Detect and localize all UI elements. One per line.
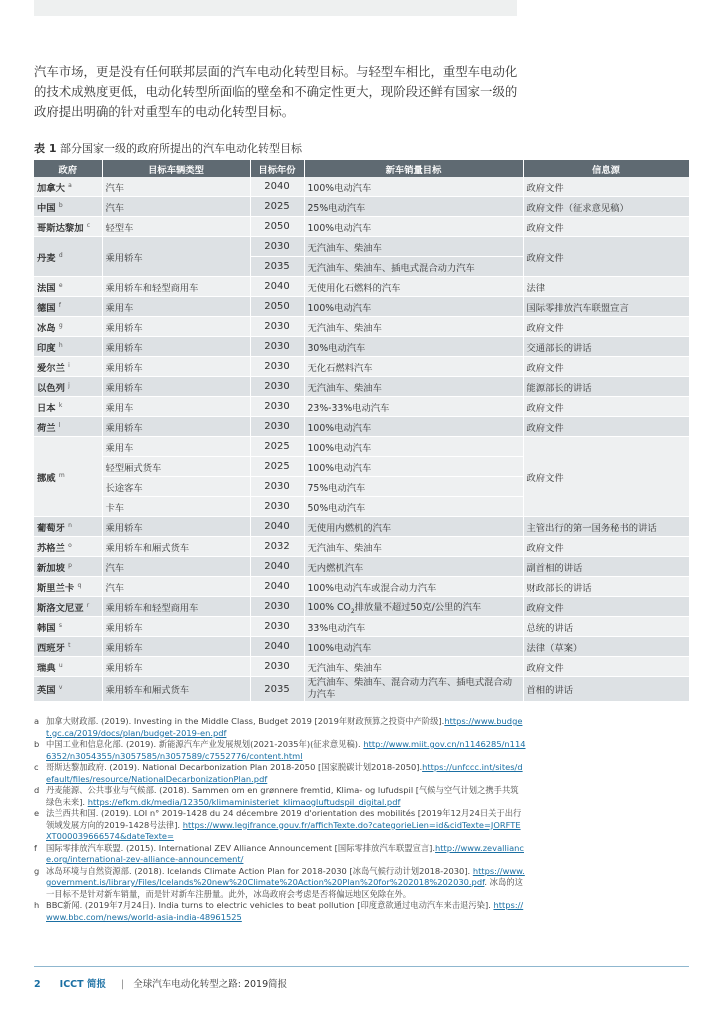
sales-target-cell: 无汽油车、柴油车 <box>304 537 523 557</box>
target-year-cell: 2035 <box>250 677 304 702</box>
table-row <box>34 277 689 297</box>
footnote-item <box>34 762 526 785</box>
government-name: 葡萄牙 <box>37 522 65 534</box>
government-cell <box>34 217 102 237</box>
government-cell <box>34 677 102 702</box>
footer-divider <box>34 966 689 967</box>
source-cell: 国际零排放汽车联盟宣言 <box>523 297 689 317</box>
target-year-cell: 2030 <box>250 377 304 397</box>
vehicle-type-cell: 乘用车 <box>102 397 250 417</box>
footnote-marker: k <box>58 401 63 409</box>
government-cell <box>34 637 102 657</box>
footnote-label: f <box>34 842 37 853</box>
page-number: 2 <box>34 979 41 990</box>
footnote-label: c <box>34 762 39 772</box>
vehicle-type-cell: 长途客车 <box>102 477 250 497</box>
footnote-marker: d <box>58 251 63 259</box>
vehicle-type-cell: 乘用轿车和轻型商用车 <box>102 597 250 617</box>
footnote-citation: 法兰西共和国. (2019). LOI n° 2019-1428 du 24 décembre 2019 d'orientation des mobilités [2019年12月24日关于出行领域发展方向的2019-1428号法律]. <box>46 808 522 830</box>
sales-target-cell: 100%电动汽车 <box>304 177 523 197</box>
sales-target-cell: 无汽油车、柴油车 <box>304 377 523 397</box>
government-name: 丹麦 <box>37 252 56 264</box>
target-text: 排放量不超过50克/公里的汽车 <box>354 601 482 613</box>
footnote-label: g <box>34 865 40 876</box>
footnote-marker: g <box>58 321 63 329</box>
vehicle-type-cell: 乘用轿车 <box>102 357 250 377</box>
table-header-row <box>34 160 689 177</box>
footnote-text <box>46 843 526 866</box>
table-row <box>34 437 689 457</box>
footnote-marker: o <box>68 541 72 549</box>
target-year-cell: 2030 <box>250 497 304 517</box>
footnote-marker: n <box>68 521 72 529</box>
footnote-label: d <box>34 785 40 795</box>
sales-target-cell: 无使用化石燃料的汽车 <box>304 277 523 297</box>
footnote-citation: 丹麦能源、公共事业与气候部. (2018). Sammen om en grønnere fremtid, Klima- og lufudspil [气候与空气计划之携手共筑绿色未来]. <box>46 785 519 807</box>
government-name: 苏格兰 <box>37 542 65 554</box>
government-name: 韩国 <box>37 622 56 634</box>
target-year-cell: 2030 <box>250 237 304 257</box>
sales-target-cell: 100%电动汽车 <box>304 437 523 457</box>
footer-separator: | <box>120 979 125 990</box>
sales-target-cell: 100%电动汽车 <box>304 297 523 317</box>
target-year-cell: 2050 <box>250 297 304 317</box>
table-row <box>34 557 689 577</box>
government-name: 挪威 <box>37 472 56 484</box>
footnote-text <box>46 762 526 785</box>
source-cell: 政府文件 <box>523 317 689 337</box>
footnote-link[interactable]: https://unfccc.int/sites/default/files/resource/NationalDecarbonizationPlan.pdf <box>46 762 523 784</box>
vehicle-type-cell: 乘用轿车 <box>102 517 250 537</box>
vehicle-type-cell: 乘用轿车 <box>102 617 250 637</box>
column-header: 政府 <box>34 160 102 177</box>
vehicle-type-cell: 乘用轿车 <box>102 237 250 277</box>
footer-title: 全球汽车电动化转型之路: 2019简报 <box>133 979 288 990</box>
vehicle-type-cell: 乘用轿车 <box>102 417 250 437</box>
footnote-marker: r <box>86 601 90 609</box>
footnote-link[interactable]: https://www.legifrance.gouv.fr/affichTexte.do?categorieLien=id&cidTexte=JORFTEXT000039666574&dateTexte= <box>46 819 521 841</box>
footnote-text <box>46 900 526 923</box>
footnote-marker: j <box>68 381 70 389</box>
government-name: 西班牙 <box>37 642 65 654</box>
sales-target-cell: 无汽油车、柴油车 <box>304 317 523 337</box>
sales-target-cell: 33%电动汽车 <box>304 617 523 637</box>
target-year-cell: 2030 <box>250 417 304 437</box>
target-year-cell: 2030 <box>250 337 304 357</box>
vehicle-type-cell: 乘用车 <box>102 297 250 317</box>
table-caption <box>34 140 302 156</box>
target-year-cell: 2040 <box>250 557 304 577</box>
footnote-link[interactable]: https://efkm.dk/media/12350/klimaministeriet_klimaogluftudspil_digital.pdf <box>87 796 401 807</box>
brand-label <box>60 979 106 990</box>
government-cell <box>34 577 102 597</box>
government-cell <box>34 617 102 637</box>
table-caption-text: 部分国家一级的政府所提出的汽车电动化转型目标 <box>59 142 302 155</box>
brand-icct: ICCT <box>59 979 84 990</box>
footnote-link[interactable]: https://www.budget.gc.ca/2019/docs/plan/budget-2019-en.pdf <box>46 716 523 738</box>
footnote-link[interactable]: http://www.zevalliance.org/international-zev-alliance-announcement/ <box>46 842 524 864</box>
vehicle-type-cell: 乘用轿车 <box>102 637 250 657</box>
government-name: 日本 <box>37 402 56 414</box>
footnote-link[interactable]: http://www.miit.gov.cn/n1146285/n1146352/n3054355/n3057585/n3057589/c7552776/content.html <box>46 739 526 761</box>
footnote-item <box>34 808 526 843</box>
source-cell: 副首相的讲话 <box>523 557 689 577</box>
sales-target-cell: 100%电动汽车 <box>304 217 523 237</box>
source-cell: 能源部长的讲话 <box>523 377 689 397</box>
target-year-cell: 2030 <box>250 357 304 377</box>
target-year-cell: 2035 <box>250 257 304 277</box>
footnote-marker: h <box>58 341 63 349</box>
vehicle-type-cell: 乘用车 <box>102 437 250 457</box>
footnote-item <box>34 843 526 866</box>
footnote-marker: p <box>68 561 72 569</box>
footnote-marker: q <box>77 581 82 589</box>
footnote-item <box>34 900 526 923</box>
footnote-citation: BBC新闻. (2019年7月24日). India turns to electric vehicles to beat pollution [印度意欲通过电动汽车来击退污染]. <box>46 900 494 910</box>
footnote-item <box>34 716 526 739</box>
sales-target-cell: 100%电动汽车 <box>304 457 523 477</box>
footnote-marker: b <box>58 201 63 209</box>
footnote-label: b <box>34 739 40 749</box>
table-row <box>34 657 689 677</box>
footnote-citation: 加拿大财政部. (2019). Investing in the Middle Class, Budget 2019 [2019年财政预算之投资中产阶级]. <box>46 716 445 726</box>
source-cell: 政府文件 <box>523 537 689 557</box>
footnote-label: h <box>34 900 40 910</box>
footnote-item <box>34 866 526 901</box>
footnote-note: . 冰岛的这一目标不是针对新车销量，而是针对新车注册量。此外，冰岛政府会考虑是否将偏远地区免除在外。 <box>46 877 523 899</box>
government-name: 加拿大 <box>37 182 65 194</box>
footnote-citation: 冰岛环境与自然资源部. (2018). Icelands Climate Action Plan for 2018-2030 [冰岛气候行动计划2018-2030]. <box>46 865 473 876</box>
source-cell: 政府文件 <box>523 357 689 377</box>
footnotes <box>34 716 526 923</box>
sales-target-cell: 无使用内燃机的汽车 <box>304 517 523 537</box>
footnote-marker: s <box>58 621 62 629</box>
government-cell <box>34 297 102 317</box>
brand-briefing: 简报 <box>86 979 106 990</box>
source-cell: 法律（草案） <box>523 637 689 657</box>
footnote-marker: u <box>58 661 63 669</box>
sales-target-cell: 无汽油车、柴油车 <box>304 237 523 257</box>
government-cell <box>34 277 102 297</box>
target-year-cell: 2030 <box>250 477 304 497</box>
government-cell <box>34 397 102 417</box>
government-cell <box>34 317 102 337</box>
target-year-cell: 2040 <box>250 177 304 197</box>
footnote-label: e <box>34 808 40 818</box>
source-cell: 政府文件 <box>523 217 689 237</box>
target-year-cell: 2040 <box>250 277 304 297</box>
table-row <box>34 197 689 217</box>
vehicle-type-cell: 汽车 <box>102 557 250 577</box>
government-name: 以色列 <box>37 382 65 394</box>
table-caption-label: 表 1 <box>34 142 57 155</box>
government-name: 爱尔兰 <box>37 362 65 374</box>
government-name: 瑞典 <box>37 662 56 674</box>
government-name: 斯洛文尼亚 <box>37 602 84 614</box>
footnote-item <box>34 739 526 762</box>
target-year-cell: 2040 <box>250 637 304 657</box>
footnote-marker: l <box>58 421 61 429</box>
footnote-marker: m <box>58 471 65 479</box>
government-name: 德国 <box>37 302 56 314</box>
table-row <box>34 597 689 617</box>
table-row <box>34 517 689 537</box>
source-cell: 政府文件 <box>523 177 689 197</box>
source-cell: 政府文件 <box>523 657 689 677</box>
government-cell <box>34 357 102 377</box>
sales-target-cell: 100%电动汽车 <box>304 417 523 437</box>
top-shaded-box <box>34 0 517 16</box>
vehicle-type-cell: 轻型厢式货车 <box>102 457 250 477</box>
government-cell <box>34 237 102 277</box>
footnote-link[interactable]: https://www.government.is/library/Files/Icelands%20new%20Climate%20Action%20Plan%20for%202018%202030.pdf <box>46 865 525 887</box>
footnote-link[interactable]: https://www.bbc.com/news/world-asia-india-48961525 <box>46 900 524 922</box>
footnote-text <box>46 739 526 762</box>
target-year-cell: 2030 <box>250 657 304 677</box>
government-cell <box>34 417 102 437</box>
government-name: 新加坡 <box>37 562 65 574</box>
government-cell <box>34 197 102 217</box>
footnote-marker: f <box>58 301 61 309</box>
source-cell: 政府文件 <box>523 417 689 437</box>
footnote-citation: 中国工业和信息化部. (2019). 新能源汽车产业发展规划(2021-2035年)(征求意见稿). <box>46 739 364 749</box>
table-row <box>34 377 689 397</box>
footnote-item <box>34 785 526 808</box>
footnote-text <box>46 785 526 808</box>
table-row <box>34 677 689 702</box>
source-cell: 总统的讲话 <box>523 617 689 637</box>
vehicle-type-cell: 乘用轿车 <box>102 657 250 677</box>
subscript: 2 <box>350 607 355 615</box>
sales-target-cell: 100%电动汽车 <box>304 637 523 657</box>
vehicle-type-cell: 乘用轿车 <box>102 377 250 397</box>
column-header: 新车销量目标 <box>304 160 523 177</box>
government-name: 斯里兰卡 <box>37 582 75 594</box>
table-row <box>34 337 689 357</box>
column-header: 目标车辆类型 <box>102 160 250 177</box>
government-cell <box>34 517 102 537</box>
table-row <box>34 637 689 657</box>
target-year-cell: 2025 <box>250 457 304 477</box>
footnote-text <box>46 716 526 739</box>
sales-target-cell <box>304 597 523 617</box>
source-cell: 政府文件 <box>523 397 689 417</box>
source-cell: 交通部长的讲话 <box>523 337 689 357</box>
source-cell: 政府文件 <box>523 237 689 277</box>
government-cell <box>34 597 102 617</box>
sales-target-cell: 30%电动汽车 <box>304 337 523 357</box>
target-year-cell: 2050 <box>250 217 304 237</box>
vehicle-type-cell: 乘用轿车 <box>102 337 250 357</box>
vehicle-type-cell: 乘用轿车 <box>102 317 250 337</box>
target-year-cell: 2040 <box>250 577 304 597</box>
sales-target-cell: 无汽油车、柴油车、插电式混合动力汽车 <box>304 257 523 277</box>
target-year-cell: 2030 <box>250 397 304 417</box>
source-cell: 首相的讲话 <box>523 677 689 702</box>
vehicle-type-cell: 轻型车 <box>102 217 250 237</box>
target-year-cell: 2032 <box>250 537 304 557</box>
table-row <box>34 357 689 377</box>
government-name: 哥斯达黎加 <box>37 222 84 234</box>
target-year-cell: 2025 <box>250 437 304 457</box>
intro-paragraph: 汽车市场，更是没有任何联邦层面的汽车电动化转型目标。与轻型车相比，重型车电动化的技术成熟度更低，电动化转型所面临的壁垒和不确定性更大，现阶段还鲜有国家一级的政府提出明确的针对重型车的电动化转型目标。 <box>34 64 518 119</box>
government-name: 冰岛 <box>37 322 56 334</box>
table-row <box>34 537 689 557</box>
vehicle-type-cell: 乘用轿车和厢式货车 <box>102 677 250 702</box>
column-header: 信息源 <box>523 160 689 177</box>
target-year-cell: 2030 <box>250 617 304 637</box>
page-footer <box>34 976 287 990</box>
government-cell <box>34 177 102 197</box>
footnote-marker: a <box>68 181 72 189</box>
government-cell <box>34 437 102 517</box>
sales-target-cell: 50%电动汽车 <box>304 497 523 517</box>
table-row <box>34 237 689 257</box>
footnote-marker: v <box>58 683 63 691</box>
government-cell <box>34 557 102 577</box>
sales-target-cell: 100%电动汽车或混合动力汽车 <box>304 577 523 597</box>
source-cell: 主管出行的第一国务秘书的讲话 <box>523 517 689 537</box>
footnote-text <box>46 808 526 843</box>
footnote-marker: i <box>68 361 70 369</box>
sales-target-cell: 无化石燃料汽车 <box>304 357 523 377</box>
column-header: 目标年份 <box>250 160 304 177</box>
targets-table <box>34 160 690 702</box>
target-year-cell: 2030 <box>250 317 304 337</box>
table-row <box>34 317 689 337</box>
table-row <box>34 177 689 197</box>
source-cell: 政府文件 <box>523 437 689 517</box>
footnote-citation: 哥斯达黎加政府. (2019). National Decarbonization Plan 2018-2050 [国家脱碳计划2018-2050]. <box>46 762 423 772</box>
table-row <box>34 417 689 437</box>
table-row <box>34 297 689 317</box>
table-row <box>34 617 689 637</box>
target-text: 100% CO <box>307 601 351 613</box>
target-year-cell: 2030 <box>250 597 304 617</box>
table-row <box>34 397 689 417</box>
government-cell <box>34 537 102 557</box>
source-cell: 财政部长的讲话 <box>523 577 689 597</box>
sales-target-cell: 无汽油车、柴油车 <box>304 657 523 677</box>
government-name: 印度 <box>37 342 56 354</box>
government-name: 中国 <box>37 202 56 214</box>
footnote-marker: c <box>86 221 91 229</box>
footnote-text <box>46 866 526 901</box>
source-cell: 法律 <box>523 277 689 297</box>
government-name: 法国 <box>37 282 56 294</box>
target-year-cell: 2040 <box>250 517 304 537</box>
sales-target-cell: 23%-33%电动汽车 <box>304 397 523 417</box>
table-row <box>34 577 689 597</box>
source-cell: 政府文件 <box>523 597 689 617</box>
sales-target-cell: 无汽油车、柴油车、混合动力汽车、插电式混合动力汽车 <box>304 677 523 702</box>
footnote-marker: t <box>68 641 71 649</box>
vehicle-type-cell: 卡车 <box>102 497 250 517</box>
government-name: 英国 <box>37 685 56 696</box>
source-cell: 政府文件（征求意见稿） <box>523 197 689 217</box>
vehicle-type-cell: 汽车 <box>102 577 250 597</box>
government-cell <box>34 377 102 397</box>
sales-target-cell: 无内燃机汽车 <box>304 557 523 577</box>
government-cell <box>34 337 102 357</box>
footnote-marker: e <box>58 281 63 289</box>
sales-target-cell: 25%电动汽车 <box>304 197 523 217</box>
table-row <box>34 217 689 237</box>
vehicle-type-cell: 乘用轿车和轻型商用车 <box>102 277 250 297</box>
sales-target-cell: 75%电动汽车 <box>304 477 523 497</box>
vehicle-type-cell: 乘用轿车和厢式货车 <box>102 537 250 557</box>
target-year-cell: 2025 <box>250 197 304 217</box>
footnote-citation: 国际零排放汽车联盟. (2015). International ZEV Alliance Announcement [国际零排放汽车联盟宣言]. <box>46 842 436 853</box>
table-body <box>34 177 689 702</box>
government-name: 荷兰 <box>37 422 56 434</box>
government-cell <box>34 657 102 677</box>
vehicle-type-cell: 汽车 <box>102 197 250 217</box>
vehicle-type-cell: 汽车 <box>102 177 250 197</box>
footnote-label: a <box>34 716 40 726</box>
